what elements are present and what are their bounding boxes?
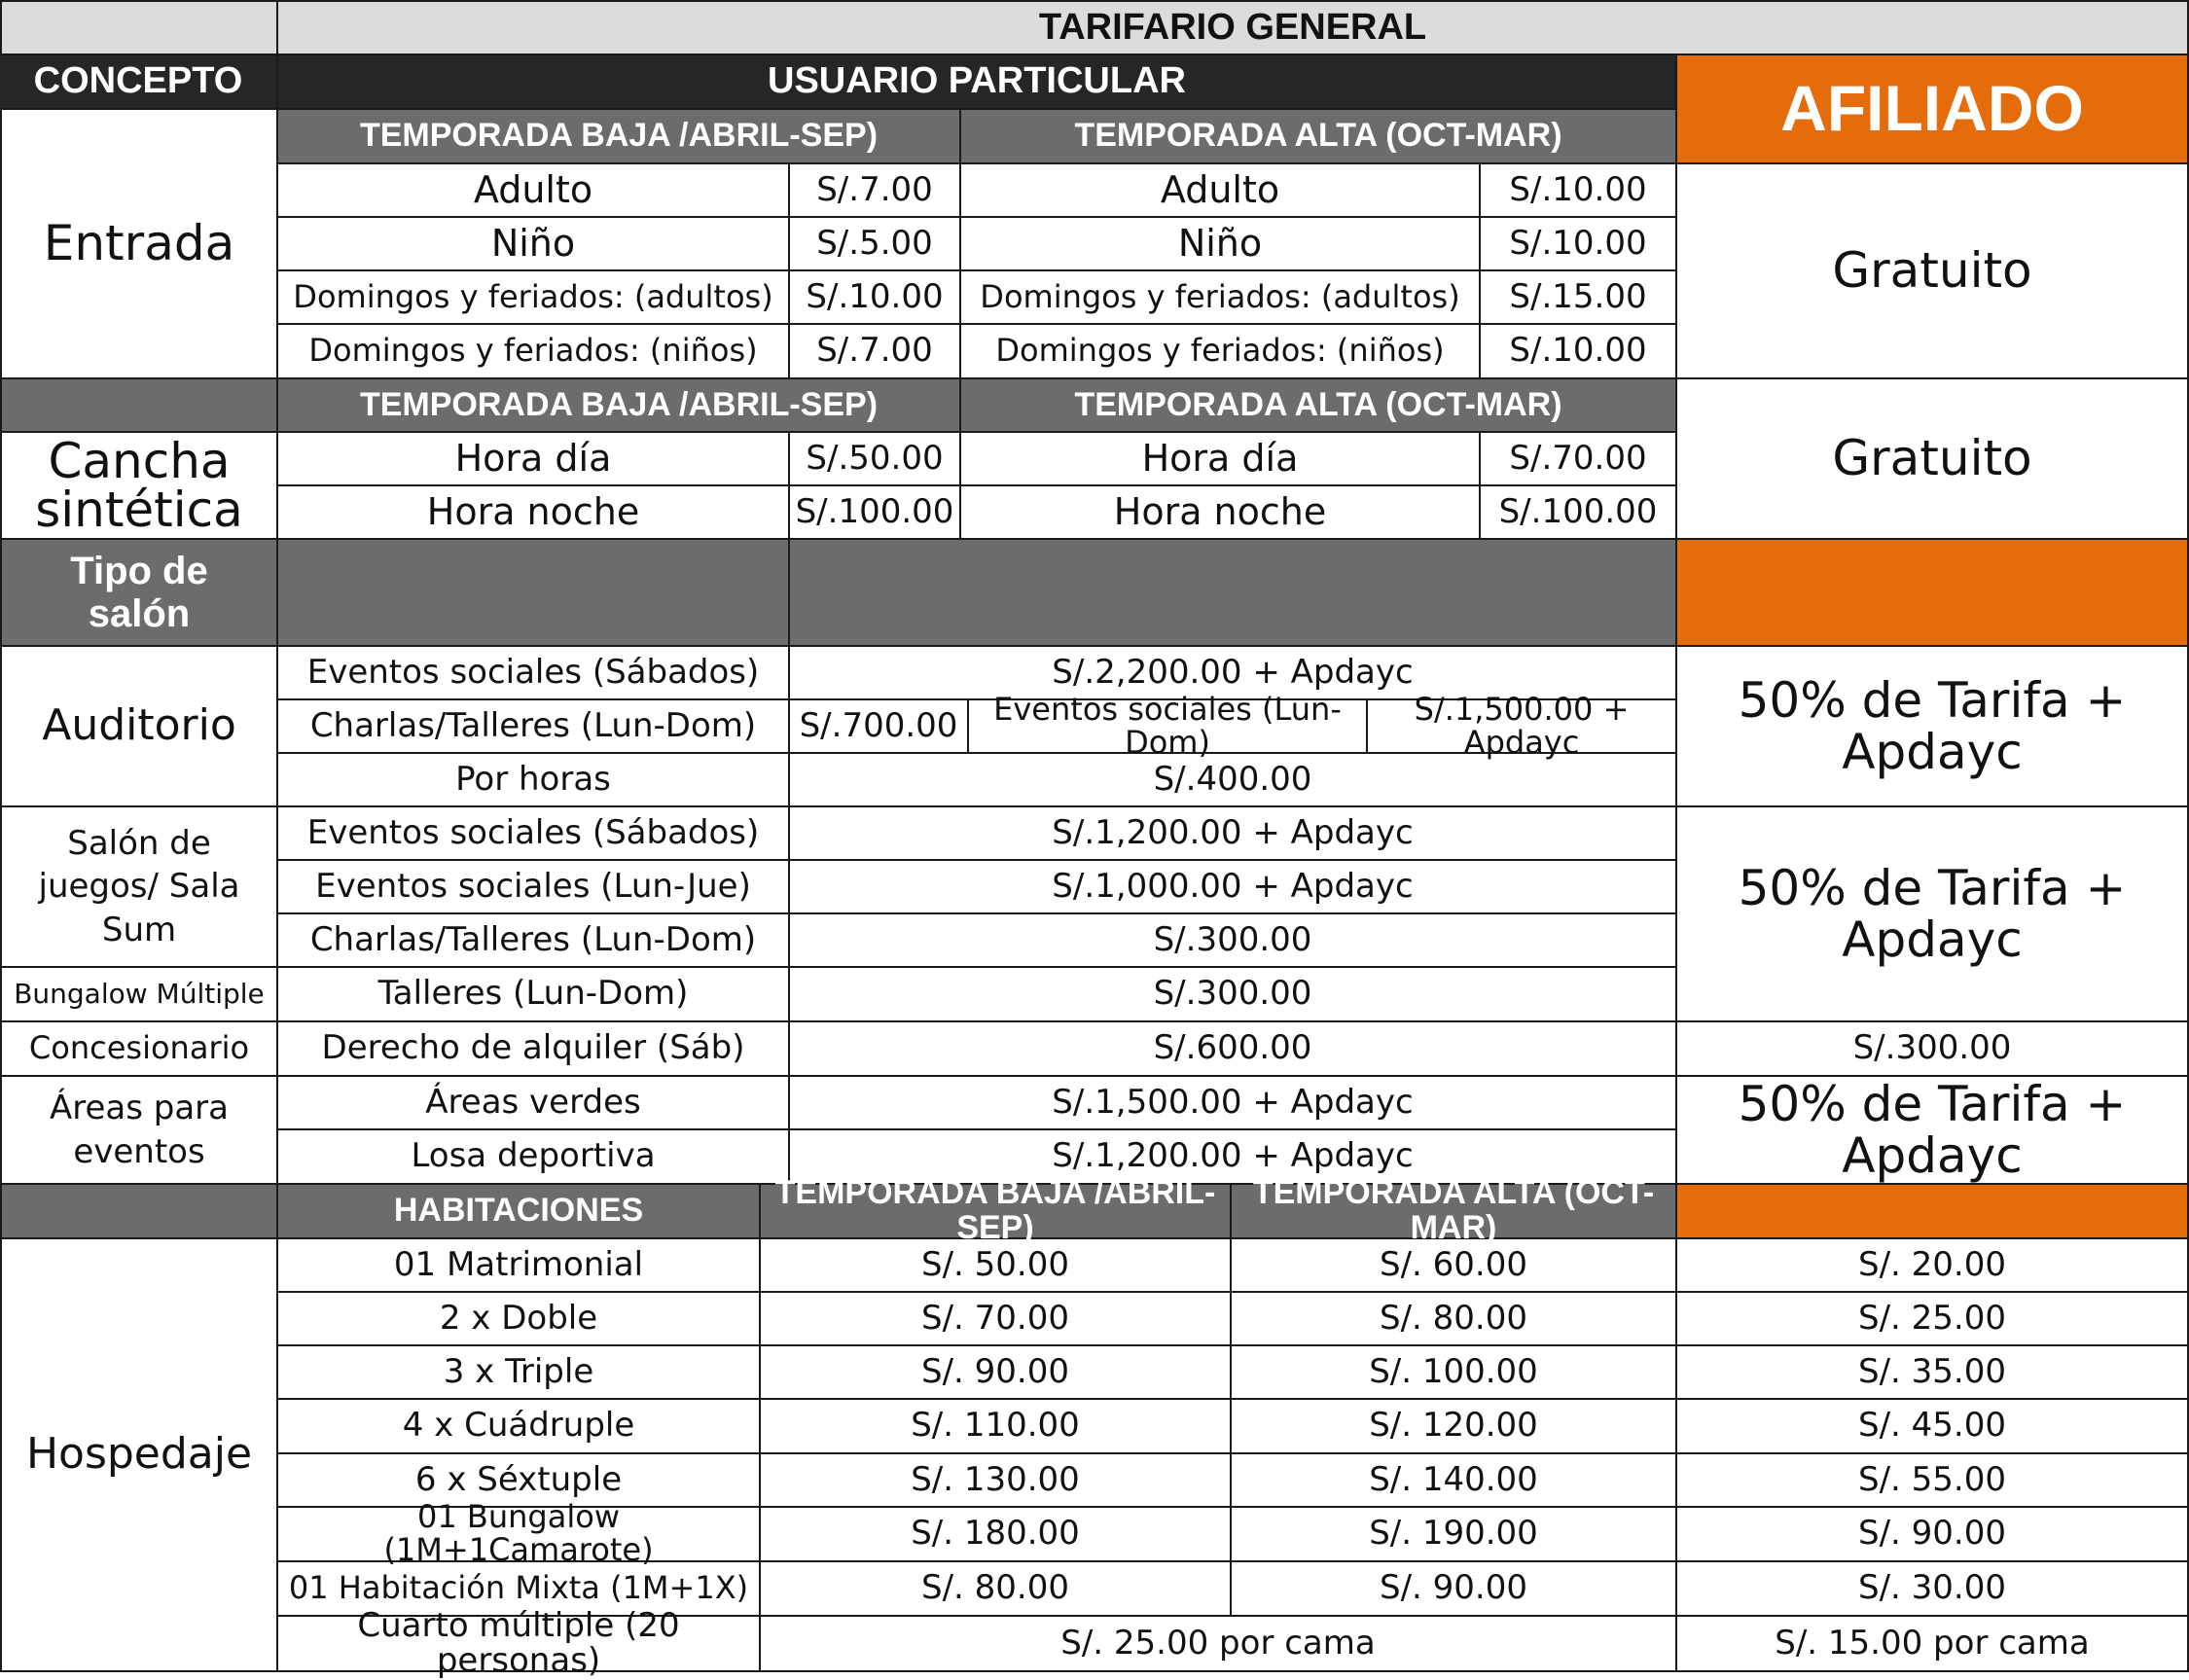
auditorio-item-price: S/.400.00	[790, 754, 1677, 807]
cancha-alta-price: S/.70.00	[1481, 433, 1677, 486]
hospedaje-afiliado-header	[1677, 1185, 2189, 1239]
bungalow-item-price: S/.300.00	[790, 968, 1677, 1022]
cancha-alta-price: S/.100.00	[1481, 486, 1677, 540]
bungalow-label: Bungalow Múltiple	[0, 968, 278, 1022]
hospedaje-afiliado-price: S/. 20.00	[1677, 1239, 2189, 1293]
hospedaje-header-blank	[0, 1185, 278, 1239]
cancha-season-baja: TEMPORADA BAJA /ABRIL-SEP)	[278, 379, 961, 433]
hospedaje-alta-price: S/. 100.00	[1232, 1346, 1677, 1400]
salon-afiliado-header	[1677, 540, 2189, 647]
concepto-header: CONCEPTO	[0, 55, 278, 110]
areas-afiliado: 50% de Tarifa + Apdayc	[1677, 1077, 2189, 1185]
entrada-alta-label: Niño	[961, 218, 1481, 271]
entrada-alta-label: Adulto	[961, 164, 1481, 218]
entrada-baja-price: S/.5.00	[790, 218, 961, 271]
auditorio-sub-label: Eventos sociales (Lun-Dom)	[969, 700, 1368, 754]
areas-item-price: S/.1,500.00 + Apdayc	[790, 1077, 1677, 1130]
salon-header-blank	[790, 540, 1677, 647]
cancha-afiliado: Gratuito	[1677, 379, 2189, 540]
juegos-item-price: S/.1,000.00 + Apdayc	[790, 861, 1677, 914]
hospedaje-baja-price: S/. 50.00	[761, 1239, 1232, 1293]
auditorio-item-price: S/.2,200.00 + Apdayc	[790, 647, 1677, 700]
hospedaje-room: 01 Habitación Mixta (1M+1X)	[278, 1562, 761, 1617]
entrada-afiliado: Gratuito	[1677, 164, 2189, 379]
hospedaje-alta-price: S/. 80.00	[1232, 1293, 1677, 1346]
cancha-header-blank	[0, 379, 278, 433]
bungalow-item-label: Talleres (Lun-Dom)	[278, 968, 790, 1022]
juegos-item-label: Eventos sociales (Sábados)	[278, 807, 790, 861]
auditorio-label: Auditorio	[0, 647, 278, 807]
hospedaje-alta-price: S/. 190.00	[1232, 1508, 1677, 1562]
auditorio-sub-price: S/.1,500.00 + Apdayc	[1368, 700, 1677, 754]
hospedaje-label: Hospedaje	[0, 1239, 278, 1672]
entrada-alta-label: Domingos y feriados: (adultos)	[961, 271, 1481, 325]
entrada-baja-label: Adulto	[278, 164, 790, 218]
hospedaje-afiliado-price: S/. 35.00	[1677, 1346, 2189, 1400]
hospedaje-baja-price: S/. 130.00	[761, 1454, 1232, 1508]
concesionario-item-label: Derecho de alquiler (Sáb)	[278, 1022, 790, 1077]
juegos-item-price: S/.300.00	[790, 914, 1677, 968]
entrada-baja-price: S/.7.00	[790, 325, 961, 379]
concesionario-item-price: S/.600.00	[790, 1022, 1677, 1077]
auditorio-afiliado: 50% de Tarifa + Apdayc	[1677, 647, 2189, 807]
hospedaje-afiliado-price: S/. 30.00	[1677, 1562, 2189, 1617]
entrada-baja-label: Domingos y feriados: (niños)	[278, 325, 790, 379]
hospedaje-alta-price: S/. 90.00	[1232, 1562, 1677, 1617]
hospedaje-particular-price: S/. 25.00 por cama	[761, 1617, 1677, 1672]
usuario-particular-header: USUARIO PARTICULAR	[278, 55, 1677, 110]
hospedaje-afiliado-price: S/. 90.00	[1677, 1508, 2189, 1562]
entrada-season-alta: TEMPORADA ALTA (OCT-MAR)	[961, 110, 1677, 164]
cancha-baja-price: S/.50.00	[790, 433, 961, 486]
entrada-alta-price: S/.10.00	[1481, 218, 1677, 271]
hospedaje-alta-price: S/. 60.00	[1232, 1239, 1677, 1293]
hospedaje-season-alta: TEMPORADA ALTA (OCT-MAR)	[1232, 1185, 1677, 1239]
hospedaje-baja-price: S/. 180.00	[761, 1508, 1232, 1562]
hospedaje-alta-price: S/. 120.00	[1232, 1400, 1677, 1454]
hospedaje-alta-price: S/. 140.00	[1232, 1454, 1677, 1508]
hospedaje-room: 3 x Triple	[278, 1346, 761, 1400]
auditorio-item-label: Charlas/Talleres (Lun-Dom)	[278, 700, 790, 754]
concesionario-label: Concesionario	[0, 1022, 278, 1077]
entrada-alta-label: Domingos y feriados: (niños)	[961, 325, 1481, 379]
cancha-label: Cancha sintética	[0, 433, 278, 540]
juegos-item-price: S/.1,200.00 + Apdayc	[790, 807, 1677, 861]
areas-label: Áreas para eventos	[0, 1077, 278, 1185]
entrada-label: Entrada	[0, 110, 278, 379]
hospedaje-room: 6 x Séxtuple	[278, 1454, 761, 1508]
juegos-afiliado: 50% de Tarifa + Apdayc	[1677, 807, 2189, 1022]
entrada-baja-price: S/.7.00	[790, 164, 961, 218]
areas-item-price: S/.1,200.00 + Apdayc	[790, 1130, 1677, 1185]
hospedaje-room: 2 x Doble	[278, 1293, 761, 1346]
hospedaje-room: 01 Matrimonial	[278, 1239, 761, 1293]
cancha-alta-label: Hora día	[961, 433, 1481, 486]
cancha-baja-label: Hora día	[278, 433, 790, 486]
hospedaje-afiliado-price: S/. 15.00 por cama	[1677, 1617, 2189, 1672]
auditorio-item-label: Por horas	[278, 754, 790, 807]
hospedaje-afiliado-price: S/. 45.00	[1677, 1400, 2189, 1454]
concesionario-afiliado: S/.300.00	[1677, 1022, 2189, 1077]
entrada-alta-price: S/.10.00	[1481, 164, 1677, 218]
entrada-baja-label: Domingos y feriados: (adultos)	[278, 271, 790, 325]
areas-item-label: Losa deportiva	[278, 1130, 790, 1185]
cancha-baja-price: S/.100.00	[790, 486, 961, 540]
entrada-season-baja: TEMPORADA BAJA /ABRIL-SEP)	[278, 110, 961, 164]
entrada-alta-price: S/.15.00	[1481, 271, 1677, 325]
entrada-alta-price: S/.10.00	[1481, 325, 1677, 379]
entrada-baja-price: S/.10.00	[790, 271, 961, 325]
hospedaje-room: 01 Bungalow (1M+1Camarote)	[278, 1508, 761, 1562]
hospedaje-afiliado-price: S/. 55.00	[1677, 1454, 2189, 1508]
entrada-baja-label: Niño	[278, 218, 790, 271]
cancha-season-alta: TEMPORADA ALTA (OCT-MAR)	[961, 379, 1677, 433]
auditorio-item-label: Eventos sociales (Sábados)	[278, 647, 790, 700]
hospedaje-baja-price: S/. 80.00	[761, 1562, 1232, 1617]
hospedaje-baja-price: S/. 110.00	[761, 1400, 1232, 1454]
hospedaje-room: Cuarto múltiple (20 personas)	[278, 1617, 761, 1672]
afiliado-header: AFILIADO	[1677, 55, 2189, 164]
juegos-item-label: Eventos sociales (Lun-Jue)	[278, 861, 790, 914]
hospedaje-room: 4 x Cuádruple	[278, 1400, 761, 1454]
page-title: TARIFARIO GENERAL	[278, 0, 2189, 55]
hospedaje-baja-price: S/. 90.00	[761, 1346, 1232, 1400]
habitaciones-header: HABITACIONES	[278, 1185, 761, 1239]
hospedaje-afiliado-price: S/. 25.00	[1677, 1293, 2189, 1346]
cancha-alta-label: Hora noche	[961, 486, 1481, 540]
title-blank-cell	[0, 0, 278, 55]
cancha-baja-label: Hora noche	[278, 486, 790, 540]
auditorio-item-price: S/.700.00	[790, 700, 969, 754]
salon-header: Tipo de salón	[0, 540, 278, 647]
juegos-item-label: Charlas/Talleres (Lun-Dom)	[278, 914, 790, 968]
juegos-label: Salón de juegos/ Sala Sum	[0, 807, 278, 968]
hospedaje-baja-price: S/. 70.00	[761, 1293, 1232, 1346]
areas-item-label: Áreas verdes	[278, 1077, 790, 1130]
hospedaje-season-baja: TEMPORADA BAJA /ABRIL-SEP)	[761, 1185, 1232, 1239]
salon-header-blank	[278, 540, 790, 647]
